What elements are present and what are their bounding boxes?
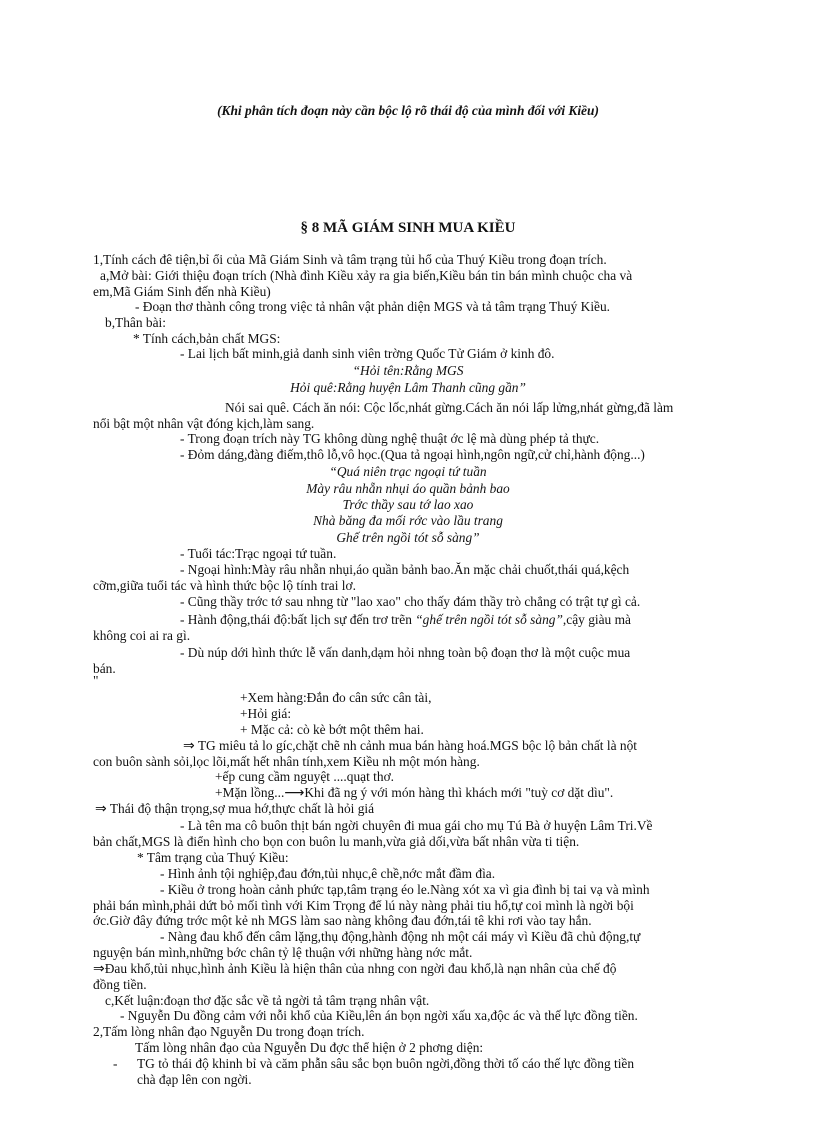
verse-line: Hỏi quê:Rằng huyện Lâm Thanh cũng gần” <box>290 380 526 395</box>
double-arrow-icon: ⇒ <box>95 801 107 817</box>
text-line: 2,Tấm lòng nhân đạo Nguyễn Du trong đoạn trích. <box>93 1024 365 1039</box>
text-line <box>95 801 374 817</box>
text-run: Thái độ thận trọng,sợ mua hớ,thực chất là hỏi giá <box>109 801 375 816</box>
text-line: c,Kết luận:đoạn thơ đặc sắc về tả ngời tả tâm trạng nhân vật. <box>105 993 430 1008</box>
text-line: - Dù núp dới hình thức lễ vấn danh,dạm hỏi nhng toàn bộ đoạn thơ là một cuộc mua <box>180 645 631 660</box>
text-line: - Tuổi tác:Trạc ngoại tứ tuần. <box>180 546 337 561</box>
text-line: cỡm,giữa tuổi tác và hình thức bộc lộ tính trai lơ. <box>93 578 356 593</box>
text-line: ớc.Giờ đây đứng trớc một kẻ nh MGS làm sao nàng không đau đớn,tái tê khi rơi vào tay hắn. <box>93 913 592 928</box>
verse-line: Trớc thầy sau tớ lao xao <box>342 497 474 512</box>
verse-line: Mày râu nhẵn nhụi áo quần bảnh bao <box>306 481 510 496</box>
text-line: con buôn sành sỏi,lọc lõi,mất hết nhân tính,xem Kiều nh một món hàng. <box>93 754 480 769</box>
text-line <box>180 612 631 628</box>
text-line: phải bán mình,phải dứt bỏ mối tình với Kim Trọng để lú này nàng phải tiu hổ,tự coi mình là ngời bội <box>93 898 634 913</box>
text-line: chà đạp lên con ngời. <box>137 1072 252 1087</box>
text-run: Đau khổ,tủi nhục,hình ảnh Kiều là hiện thân của nhng con ngời đau khổ,là nạn nhân của chế độ <box>104 961 617 976</box>
text-line: bán. <box>93 661 116 676</box>
text-line: 1,Tính cách đê tiện,bỉ ổi của Mã Giám Sinh và tâm trạng tủi hổ của Thuý Kiều trong đoạn trích. <box>93 252 607 267</box>
text-line: Nói sai quê. Cách ăn nói: Cộc lốc,nhát gừng.Cách ăn nói lấp lửng,nhát gừng,đã làm <box>225 400 674 415</box>
text-line: TG tỏ thái độ khinh bỉ và căm phẫn sâu sắc bọn buôn ngời,đồng thời tố cáo thế lực đồng tiền <box>137 1056 635 1071</box>
double-arrow-icon: ⇒ <box>183 738 195 754</box>
text-line: - Là tên ma cô buôn thịt bán ngời chuyên đi mua gái cho mụ Tú Bà ở huyện Lâm Tri.Về <box>180 818 653 833</box>
text-line: Tấm lòng nhân đạo của Nguyễn Du đợc thể hiện ở 2 phơng diện: <box>135 1040 484 1055</box>
text-line: - Lai lịch bất minh,giả danh sinh viên trờng Quốc Tử Giám ở kinh đô. <box>180 346 555 361</box>
text-line: - Đoạn thơ thành công trong việc tả nhân vật phản diện MGS và tả tâm trạng Thuý Kiều. <box>135 299 611 314</box>
text-line <box>183 738 637 754</box>
text-line: + Mặc cả: cò kè bớt một thêm hai. <box>240 722 424 737</box>
stray-quote: " <box>93 673 99 688</box>
quoted-verse: “ghế trên ngồi tót sỗ sàng” <box>415 612 563 627</box>
text-run: +Mặn lồng... <box>215 785 285 800</box>
verse-line: “Quá niên trạc ngoại tứ tuần <box>329 464 487 479</box>
text-line: a,Mở bài: Giới thiệu đoạn trích (Nhà đình Kiều xảy ra gia biến,Kiều bán tin bán mình chuộc cha và <box>100 268 633 283</box>
list-dash: - <box>113 1056 118 1071</box>
text-line: nguyện bán mình,những bớc chân tỷ lệ thuận với những hàng nớc mắt. <box>93 945 473 960</box>
section-title: § 8 MÃ GIÁM SINH MUA KIỀU <box>300 220 516 236</box>
text-line: - Nguyễn Du đồng cảm với nỗi khổ của Kiều,lên án bọn ngời xấu xa,độc ác và thế lực đồng tiền. <box>120 1008 638 1023</box>
text-line: bản chất,MGS là điển hình cho bọn con buôn lu manh,vừa giả dối,vừa bất nhân vừa ti tiện. <box>93 834 580 849</box>
text-line: +Hỏi giá: <box>240 706 292 721</box>
text-line: không coi ai ra gì. <box>93 628 191 643</box>
text-line: - Kiều ở trong hoàn cảnh phức tạp,tâm trạng éo le.Nàng xót xa vì gia đình bị tai vạ và mình <box>160 882 650 897</box>
verse-line: Nhà băng đa mối rớc vào lầu trang <box>313 513 503 528</box>
text-line: em,Mã Giám Sinh đến nhà Kiều) <box>93 284 271 299</box>
double-arrow-icon: ⇒ <box>93 961 105 977</box>
text-run: ,cậy giàu mà <box>562 612 631 627</box>
text-run: TG miêu tả lo gíc,chặt chẽ nh cảnh mua bán hàng hoá.MGS bộc lộ bản chất là nột <box>197 738 638 753</box>
text-line: đồng tiền. <box>93 977 147 992</box>
text-line: - Hình ảnh tội nghiệp,đau đớn,tủi nhục,ê chề,nớc mắt đầm đìa. <box>160 866 496 881</box>
text-line: - Trong đoạn trích này TG không dùng nghệ thuật ớc lệ mà dùng phép tả thực. <box>180 431 600 446</box>
text-line: - Đỏm dáng,đàng điếm,thô lỗ,vô học.(Qua tả ngoại hình,ngôn ngữ,cử chỉ,hành động...) <box>180 447 645 462</box>
text-line: - Cũng thầy trớc tớ sau nhng từ "lao xao" cho thấy đám thầy trò chẳng có trật tự gì cả. <box>180 594 641 609</box>
text-line: b,Thân bài: <box>105 315 166 330</box>
text-line: nổi bật một nhân vật đóng kịch,làm sang. <box>93 416 315 431</box>
text-line: - Nàng đau khổ đến câm lặng,thụ động,hành động nh một cái máy vì Kiều đã chủ động,tự <box>160 929 641 944</box>
text-line: +Xem hàng:Đắn đo cân sức cân tài, <box>240 690 432 705</box>
text-line: * Tâm trạng của Thuý Kiều: <box>137 850 289 865</box>
long-arrow-icon: ⟶ <box>284 785 305 801</box>
text-run: Khi đã ng ý với món hàng thì khách mới "tuỳ cơ dặt dìu". <box>304 785 614 800</box>
text-line <box>215 785 613 801</box>
text-line: * Tính cách,bản chất MGS: <box>133 331 281 346</box>
verse-line: Ghế trên ngồi tót sỗ sàng” <box>336 530 480 545</box>
text-line <box>93 961 616 977</box>
text-line: +ếp cung cầm nguyệt ....quạt thơ. <box>215 769 394 784</box>
intro-note: (Khi phân tích đoạn này cần bộc lộ rõ thái độ của mình đối với Kiều) <box>217 103 599 118</box>
text-line: - Ngoại hình:Mày râu nhẵn nhụi,áo quần bảnh bao.Ăn mặc chải chuốt,thái quá,kệch <box>180 562 630 577</box>
text-run: - Hành động,thái độ:bất lịch sự đến trơ trẽn <box>180 612 416 627</box>
verse-line: “Hỏi tên:Rằng MGS <box>352 363 464 378</box>
